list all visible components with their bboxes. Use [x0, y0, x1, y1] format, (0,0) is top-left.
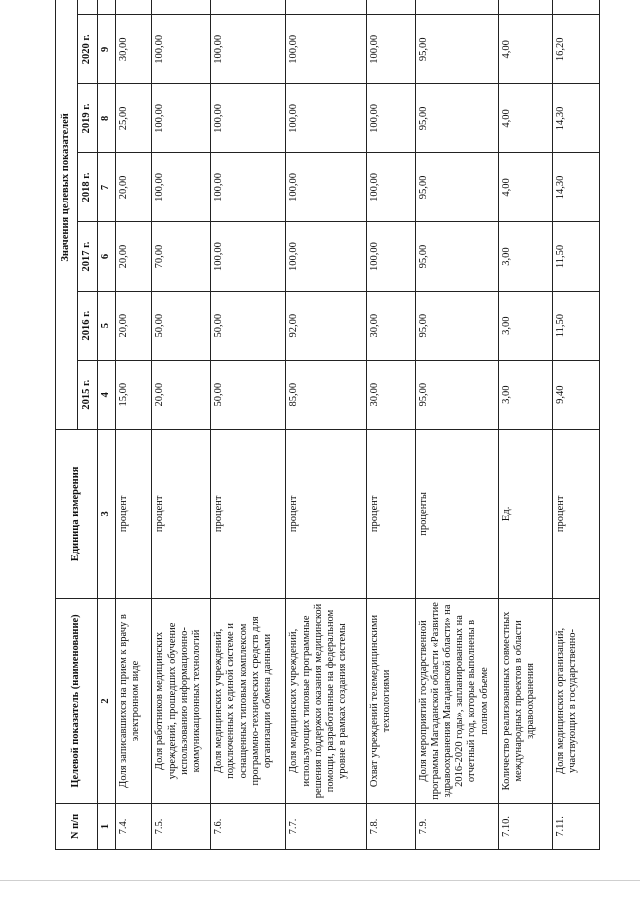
indicator-value: 85,00 — [286, 360, 366, 429]
indicator-value: 95,00 — [416, 291, 499, 360]
indicator-value: 100,00 — [211, 222, 286, 291]
column-number: 5 — [98, 291, 116, 360]
column-number: 9 — [98, 15, 116, 84]
indicator-value: 95,00 — [416, 15, 499, 84]
indicator-value: 20,00 — [116, 153, 152, 222]
indicator-value: 20,00 — [152, 360, 211, 429]
unit-of-measure: процент — [211, 429, 286, 598]
unit-of-measure: процент — [116, 429, 152, 598]
table-row — [499, 0, 553, 850]
page-bottom-divider — [0, 880, 640, 881]
indicator-value: 30,00 — [366, 360, 415, 429]
indicator-value: 100,00 — [211, 153, 286, 222]
header-year — [78, 0, 98, 15]
indicator-value: 70,00 — [152, 222, 211, 291]
indicator-value: 100,00 — [286, 84, 366, 153]
column-number: 4 — [98, 360, 116, 429]
column-number: 7 — [98, 153, 116, 222]
indicator-value: 95,00 — [416, 360, 499, 429]
indicator-value — [499, 0, 553, 15]
indicator-value: 100,00 — [152, 153, 211, 222]
indicator-name: Доля работников медицинских учреждений, прошедших обучение использованию информационно-коммуникационных технологий — [152, 599, 211, 804]
indicator-name: Доля мероприятий государственной программы Магаданской области «Развитие здравоохранения Магаданской области» на 2016-2020 годы», запланированных на отчетный год, которые выполнены в полном объеме — [416, 599, 499, 804]
indicator-value: 95,00 — [416, 153, 499, 222]
indicator-value: 50,00 — [152, 291, 211, 360]
indicator-value: 100,00 — [211, 84, 286, 153]
indicator-name: Доля медицинских учреждений, использующих типовые программные решения поддержки оказания медицинской помощи, разработанные на федеральном уровне в рамках создания системы — [286, 599, 366, 804]
indicator-value — [116, 0, 152, 15]
column-number — [98, 0, 116, 15]
indicator-value: 20,00 — [116, 291, 152, 360]
indicator-value: 4,00 — [499, 15, 553, 84]
header-year: 2020 г. — [78, 15, 98, 84]
row-number: 7.6. — [211, 803, 286, 849]
indicator-value: 50,00 — [211, 291, 286, 360]
indicator-value: 100,00 — [366, 15, 415, 84]
unit-of-measure: Ед. — [499, 429, 553, 598]
row-number: 7.4. — [116, 803, 152, 849]
indicator-value: 16,20 — [552, 15, 599, 84]
header-year: 2018 г. — [78, 153, 98, 222]
header-row-top — [56, 0, 78, 850]
header-year: 2019 г. — [78, 84, 98, 153]
indicator-value: 30,00 — [116, 15, 152, 84]
column-number: 1 — [98, 803, 116, 849]
target-indicators-table — [55, 0, 600, 850]
indicator-value: 14,30 — [552, 153, 599, 222]
column-number: 6 — [98, 222, 116, 291]
table-row — [366, 0, 415, 850]
indicator-name: Доля медицинских учреждений, подключенных к единой системе и оснащенных типовым комплексом программно-технических средств для организации обмена данными — [211, 599, 286, 804]
indicator-value: 11,50 — [552, 222, 599, 291]
indicator-value: 50,00 — [211, 360, 286, 429]
indicator-value: 11,50 — [552, 291, 599, 360]
indicator-value: 4,00 — [499, 84, 553, 153]
row-number: 7.5. — [152, 803, 211, 849]
column-number: 3 — [98, 429, 116, 598]
rotated-table-sheet — [55, 0, 600, 850]
indicator-value: 100,00 — [286, 222, 366, 291]
indicator-value: 20,00 — [116, 222, 152, 291]
indicator-value: 3,00 — [499, 360, 553, 429]
row-number: 7.11. — [552, 803, 599, 849]
indicator-value — [211, 0, 286, 15]
header-indicator: Целевой показатель (наименование) — [56, 599, 98, 804]
header-row-numbers — [98, 0, 116, 850]
header-values: Значения целевых показателей — [56, 0, 78, 429]
indicator-value: 4,00 — [499, 153, 553, 222]
indicator-value: 100,00 — [286, 15, 366, 84]
column-number: 8 — [98, 84, 116, 153]
indicator-value — [152, 0, 211, 15]
indicator-value: 92,00 — [286, 291, 366, 360]
indicator-value: 100,00 — [366, 153, 415, 222]
indicator-value: 25,00 — [116, 84, 152, 153]
unit-of-measure: процент — [552, 429, 599, 598]
indicator-value — [416, 0, 499, 15]
indicator-value: 100,00 — [286, 153, 366, 222]
indicator-value: 30,00 — [366, 291, 415, 360]
indicator-value: 100,00 — [211, 15, 286, 84]
indicator-value: 14,30 — [552, 84, 599, 153]
indicator-value: 100,00 — [152, 84, 211, 153]
header-year: 2016 г. — [78, 291, 98, 360]
indicator-value: 95,00 — [416, 222, 499, 291]
row-number: 7.9. — [416, 803, 499, 849]
indicator-name: Доля записавшихся на прием к врачу в электронном виде — [116, 599, 152, 804]
row-number: 7.10. — [499, 803, 553, 849]
indicator-value: 100,00 — [366, 222, 415, 291]
unit-of-measure: проценты — [416, 429, 499, 598]
indicator-value: 100,00 — [152, 15, 211, 84]
indicator-value — [366, 0, 415, 15]
column-number: 2 — [98, 599, 116, 804]
table-row — [116, 0, 152, 850]
row-number: 7.8. — [366, 803, 415, 849]
indicator-name: Охват учреждений телемедицинскими технологиями — [366, 599, 415, 804]
indicator-value: 3,00 — [499, 222, 553, 291]
indicator-name: Доля медицинских организаций, участвующих в государственно- — [552, 599, 599, 804]
indicator-value — [286, 0, 366, 15]
table-row — [416, 0, 499, 850]
header-num: N п/п — [56, 803, 98, 849]
unit-of-measure: процент — [286, 429, 366, 598]
header-unit: Единица измерения — [56, 429, 98, 598]
indicator-value: 95,00 — [416, 84, 499, 153]
indicator-value — [552, 0, 599, 15]
indicator-value: 9,40 — [552, 360, 599, 429]
indicator-value: 15,00 — [116, 360, 152, 429]
header-year: 2015 г. — [78, 360, 98, 429]
indicator-value: 100,00 — [366, 84, 415, 153]
table-row — [286, 0, 366, 850]
table-row — [552, 0, 599, 850]
indicator-name: Количество реализованных совместных международных проектов в области здравоохранения — [499, 599, 553, 804]
indicator-value: 3,00 — [499, 291, 553, 360]
row-number: 7.7. — [286, 803, 366, 849]
unit-of-measure: процент — [152, 429, 211, 598]
table-row — [211, 0, 286, 850]
table-row — [152, 0, 211, 850]
unit-of-measure: процент — [366, 429, 415, 598]
header-year: 2017 г. — [78, 222, 98, 291]
